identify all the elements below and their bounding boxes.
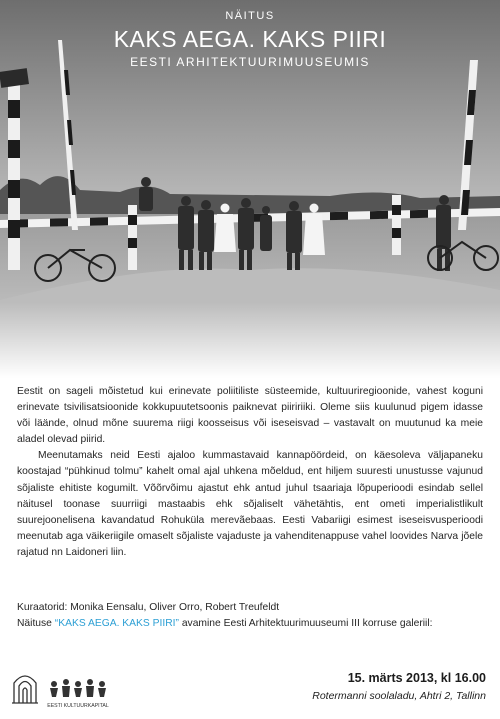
curators-line: Kuraatorid: Monika Eensalu, Oliver Orro, Robert Treufeldt xyxy=(17,602,280,613)
museum-logo-icon xyxy=(12,676,38,703)
sponsor-logos xyxy=(10,667,120,713)
museum-name: EESTI ARHITEKTUURIMUUSEUMIS xyxy=(130,55,370,69)
opening-prefix: Näituse xyxy=(17,618,55,629)
opening-line xyxy=(17,616,487,632)
kulkap-logo-text: EESTI KULTUURKAPITAL xyxy=(47,703,109,709)
opening-suffix: avamine Eesti Arhitektuurimuuseumi III korruse galeriil: xyxy=(178,618,433,629)
exhibition-credits xyxy=(17,600,487,632)
exhibition-header xyxy=(0,8,500,69)
kulkap-logo-icon xyxy=(47,679,109,709)
exhibition-description xyxy=(17,384,483,561)
event-venue: Rotermanni soolaladu, Ahtri 2, Tallinn xyxy=(312,690,486,702)
exhibition-title: KAKS AEGA. KAKS PIIRI xyxy=(113,26,387,52)
event-date-time: 15. märts 2013, kl 16.00 xyxy=(347,671,486,685)
description-paragraph-1: Eestit on sageli mõistetud kui erinevate poliitiliste süsteemide, kultuuriregioonide, vahest koguni erinevate tsivilisatsioonide kokkupuutetsoonis paiknevat piiririiki. Oleme siis kuulunud pigem idasse või läände, olnud mõne suurema riigi koosseisus või iseseisvad – vastavalt on muutunud ka meie aladel olevad piirid. xyxy=(17,386,483,446)
description-paragraph-2: Meenutamaks neid Eesti ajaloo kummastavaid kannapöördeid, on käesoleva väljapaneku koostajad “pühkinud tolmu” kahelt omal ajal uhkena mõeldud, ent hiljem suuresti unustusse vajunud sõjaliste ehitiste kogumilt. Võõrvõimu ajastut ehk antud juhul tsaariaja lõpuperioodi esindab sellel näitusel toonase suurriigi mastaabis ehk sõjaliselt vähetähtis, ent ometi imperialistlikult suurejoonelisena kavandatud Rohuküla merevãebaas. Eesti Vabariigi esimest iseseisvusperioodi meenutab aga väikeriigile omaselt sõjaliste vajaduste ja vahenditenappuse vahel loovides Narva jõele rajatud nn Laidoneri liin. xyxy=(17,450,483,558)
exhibition-overline: NÄITUS xyxy=(225,10,275,22)
opening-exhibition-title: “KAKS AEGA. KAKS PIIRI” xyxy=(54,618,179,629)
